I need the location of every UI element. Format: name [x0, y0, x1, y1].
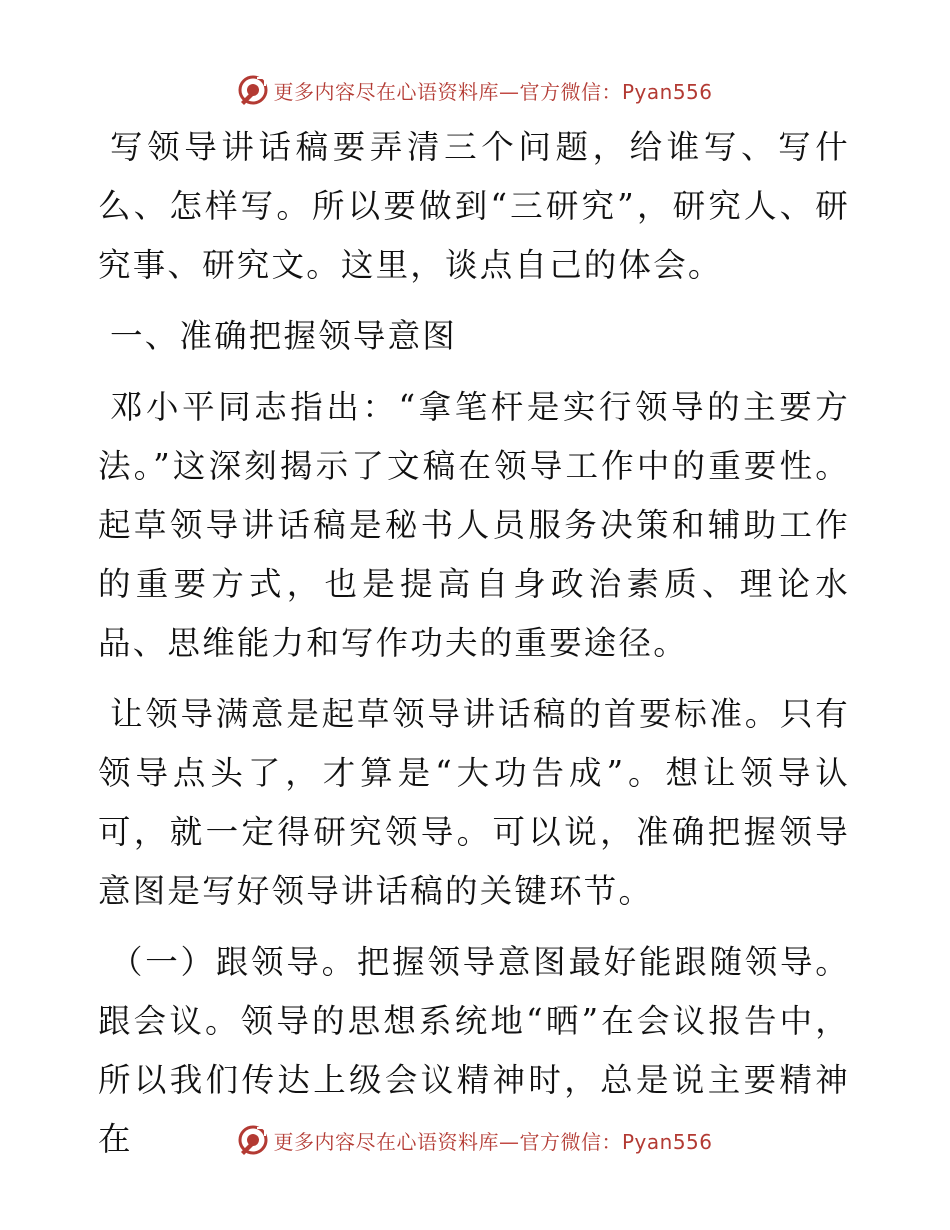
section-heading: 一、准确把握领导意图	[110, 317, 458, 355]
banner-wechat-id: Pyan556	[621, 79, 713, 104]
banner-text	[273, 1126, 712, 1155]
banner-wechat-label: 官方微信：	[519, 79, 622, 104]
header-banner	[0, 70, 950, 110]
pen-logo-icon	[237, 74, 269, 106]
document-body	[98, 118, 850, 1181]
banner-slogan: 更多内容尽在心语资料库	[273, 1129, 499, 1154]
banner-slogan: 更多内容尽在心语资料库	[273, 79, 499, 104]
banner-separator: —	[498, 1129, 520, 1154]
paragraph-follow-leader: （一）跟领导。把握领导意图最好能跟随领导。跟会议。领导的思想系统地“晒”在会议报告中，所以我们传达上级会议精神时，总是说主要精神在	[98, 943, 850, 1158]
banner-text	[273, 76, 712, 105]
banner-wechat-id: Pyan556	[621, 1129, 713, 1154]
paragraph-deng-quote: 邓小平同志指出：“拿笔杆是实行领导的主要方法。”这深刻揭示了文稿在领导工作中的重要性。起草领导讲话稿是秘书人员服务决策和辅助工作的重要方式，也是提高自身政治素质、理论水品、思维能力和写作功夫的重要途径。	[98, 388, 850, 662]
footer-banner	[0, 1120, 950, 1160]
paragraph-intro: 写领导讲话稿要弄清三个问题，给谁写、写什么、怎样写。所以要做到“三研究”，研究人、研究事、研究文。这里，谈点自己的体会。	[98, 128, 850, 284]
pen-logo-icon	[237, 1124, 269, 1156]
banner-wechat-label: 官方微信：	[519, 1129, 622, 1154]
banner-separator: —	[498, 79, 520, 104]
paragraph-satisfaction: 让领导满意是起草领导讲话稿的首要标准。只有领导点头了，才算是“大功告成”。想让领导认可，就一定得研究领导。可以说，准确把握领导意图是写好领导讲话稿的关键环节。	[98, 695, 850, 910]
